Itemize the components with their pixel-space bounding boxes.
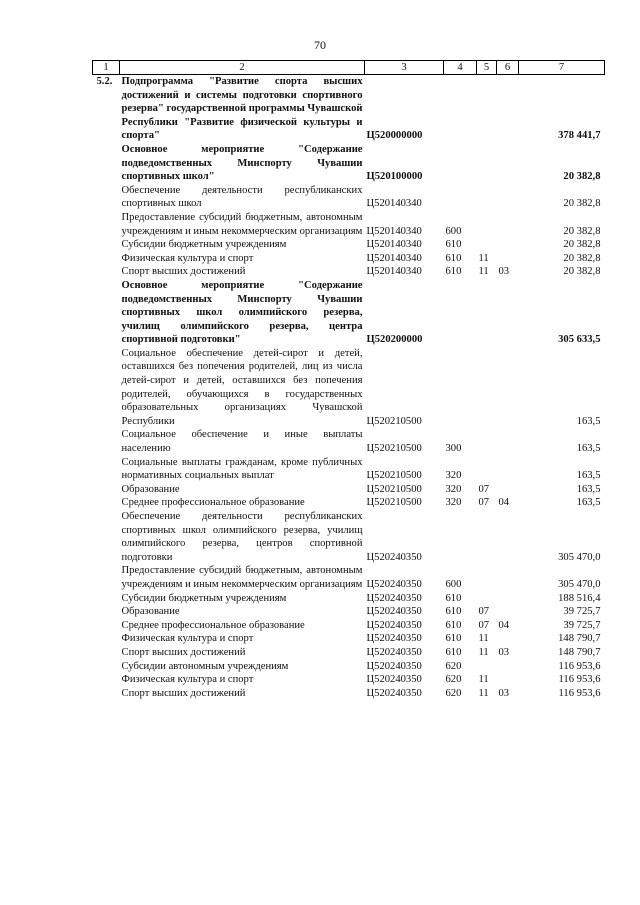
row-section: 11 [478, 252, 489, 264]
row-subsection [497, 660, 519, 674]
row-name: Субсидии бюджетным учреждениям [121, 592, 287, 604]
row-amount: 148 790,7 [558, 633, 601, 645]
row-name: Обеспечение деятельности республиканских спортивных школ [121, 184, 363, 210]
row-expense-type [444, 510, 477, 564]
row-section [477, 279, 497, 347]
table-row [93, 564, 605, 591]
row-amount: 163,5 [576, 443, 601, 455]
row-number [93, 660, 120, 674]
row-amount: 20 382,8 [563, 225, 601, 237]
row-expense-type: 610 [445, 633, 462, 645]
row-number [93, 456, 120, 483]
row-subsection [497, 279, 519, 347]
row-name: Спорт высших достижений [121, 646, 246, 658]
row-name: Образование [121, 483, 180, 495]
row-number [93, 279, 120, 347]
row-amount: 39 725,7 [563, 619, 601, 631]
row-section: 11 [478, 646, 489, 658]
row-number [93, 143, 120, 184]
row-subsection: 04 [498, 497, 510, 509]
row-expense-type: 620 [445, 674, 462, 686]
table-row [93, 143, 605, 184]
row-section: 07 [478, 606, 490, 618]
row-number: 5.2. [96, 76, 113, 87]
row-subsection: 03 [498, 646, 510, 658]
row-code: Ц520140340 [366, 252, 422, 264]
header-row [93, 61, 605, 75]
row-name: Основное мероприятие "Содержание подведомственных Минспорту Чувашии спортивных школ олимпийского резерва, училищ олимпийского резерва, центра спортивной подготовки" [121, 279, 363, 346]
row-amount: 305 470,0 [558, 551, 601, 563]
table-row [93, 252, 605, 266]
table-row [93, 510, 605, 564]
row-name: Физическая культура и спорт [121, 633, 254, 645]
table-row [93, 619, 605, 633]
table-row [93, 687, 605, 701]
row-expense-type: 300 [445, 443, 462, 455]
table-row [93, 428, 605, 455]
row-amount: 20 382,8 [563, 171, 601, 183]
row-name: Предоставление субсидий бюджетным, автономным учреждениям и иным некоммерческим организациям [121, 211, 363, 237]
row-expense-type [444, 75, 477, 143]
row-section [477, 660, 497, 674]
row-amount: 116 953,6 [558, 687, 601, 699]
row-name: Физическая культура и спорт [121, 252, 254, 264]
row-subsection [497, 592, 519, 606]
row-amount: 305 633,5 [558, 334, 601, 346]
row-code: Ц520210500 [366, 483, 422, 495]
table-header [93, 61, 605, 75]
row-expense-type: 610 [445, 266, 462, 278]
row-amount: 20 382,8 [563, 252, 601, 264]
table-row [93, 75, 605, 143]
row-name: Предоставление субсидий бюджетным, автономным учреждениям и иным некоммерческим организациям [121, 565, 363, 590]
row-number [93, 605, 120, 619]
row-code: Ц520100000 [366, 171, 423, 183]
row-subsection [497, 605, 519, 619]
row-section: 11 [478, 266, 489, 278]
row-amount: 116 953,6 [558, 674, 601, 686]
table-row [93, 347, 605, 429]
row-number [93, 564, 120, 591]
row-expense-type [444, 143, 477, 184]
row-section: 07 [478, 497, 490, 509]
row-expense-type: 320 [445, 470, 462, 482]
row-section: 07 [478, 483, 490, 495]
page-number: 70 [314, 38, 326, 52]
row-amount: 163,5 [576, 415, 601, 427]
row-name: Физическая культура и спорт [121, 674, 254, 686]
row-expense-type [444, 279, 477, 347]
row-name: Социальное обеспечение и иные выплаты населению [121, 429, 363, 455]
row-subsection [497, 564, 519, 591]
row-section [477, 564, 497, 591]
row-subsection: 03 [498, 687, 510, 699]
table-row [93, 605, 605, 619]
table-row [93, 673, 605, 687]
row-amount: 20 382,8 [563, 198, 601, 210]
row-expense-type: 610 [445, 239, 462, 251]
row-section [477, 592, 497, 606]
row-subsection [497, 252, 519, 266]
row-section [477, 428, 497, 455]
header-col-2: 2 [120, 61, 365, 75]
row-expense-type: 610 [445, 252, 462, 264]
row-subsection [497, 510, 519, 564]
row-subsection [497, 211, 519, 238]
row-number [93, 510, 120, 564]
row-amount: 305 470,0 [558, 578, 601, 590]
row-section [477, 143, 497, 184]
row-subsection [497, 428, 519, 455]
row-number [93, 619, 120, 633]
row-name: Основное мероприятие "Содержание подведомственных Минспорту Чувашии спортивных школ" [121, 143, 363, 183]
row-subsection [497, 456, 519, 483]
row-section [477, 456, 497, 483]
row-subsection: 03 [498, 266, 510, 278]
row-expense-type: 610 [445, 592, 462, 604]
row-subsection [497, 632, 519, 646]
row-code: Ц520240350 [366, 551, 422, 563]
row-expense-type: 610 [445, 606, 462, 618]
row-name: Спорт высших достижений [121, 687, 246, 699]
row-section: 11 [478, 633, 489, 645]
row-section: 11 [478, 687, 489, 699]
row-expense-type: 320 [445, 497, 462, 509]
row-code: Ц520240350 [366, 578, 422, 590]
table-row [93, 265, 605, 279]
row-expense-type [444, 184, 477, 211]
row-subsection: 04 [498, 619, 510, 631]
row-section [477, 238, 497, 252]
row-number [93, 238, 120, 252]
header-col-4: 4 [444, 61, 477, 75]
row-code: Ц520140340 [366, 266, 422, 278]
row-name: Спорт высших достижений [121, 266, 246, 278]
row-expense-type: 600 [445, 578, 462, 590]
row-name: Обеспечение деятельности республиканских спортивных школ олимпийского резерва, училищ олимпийского резерва, центров спортивной подготовки [121, 511, 363, 563]
row-code: Ц520210500 [366, 415, 422, 427]
row-name: Субсидии бюджетным учреждениям [121, 239, 287, 251]
row-code: Ц520140340 [366, 198, 422, 210]
row-section [477, 510, 497, 564]
row-expense-type: 620 [445, 687, 462, 699]
row-amount: 163,5 [576, 470, 601, 482]
header-col-6: 6 [497, 61, 519, 75]
row-amount: 39 725,7 [563, 606, 601, 618]
table-row [93, 592, 605, 606]
row-name: Образование [121, 606, 180, 618]
row-section: 11 [478, 674, 489, 686]
row-amount: 378 441,7 [558, 130, 601, 142]
row-amount: 148 790,7 [558, 646, 601, 658]
row-code: Ц520240350 [366, 619, 422, 631]
row-number [93, 347, 120, 429]
row-amount: 116 953,6 [558, 660, 601, 672]
budget-table [92, 60, 605, 700]
table-row [93, 632, 605, 646]
row-code: Ц520210500 [366, 497, 422, 509]
table-row [93, 483, 605, 497]
row-expense-type: 320 [445, 483, 462, 495]
row-expense-type: 620 [445, 660, 462, 672]
row-amount: 163,5 [576, 483, 601, 495]
row-subsection [497, 238, 519, 252]
table-body [93, 75, 605, 701]
row-code: Ц520240350 [366, 674, 422, 686]
row-code: Ц520240350 [366, 646, 422, 658]
row-expense-type [444, 347, 477, 429]
row-code: Ц520240350 [366, 660, 422, 672]
row-amount: 163,5 [576, 497, 601, 509]
row-number [93, 265, 120, 279]
row-code: Ц520000000 [366, 130, 423, 142]
row-section [477, 347, 497, 429]
table-row [93, 496, 605, 510]
row-subsection [497, 184, 519, 211]
row-code: Ц520210500 [366, 470, 422, 482]
row-amount: 20 382,8 [563, 239, 601, 251]
header-col-1: 1 [93, 61, 120, 75]
row-section [477, 211, 497, 238]
table-row [93, 456, 605, 483]
row-name: Подпрограмма "Развитие спорта высших достижений и системы подготовки спортивного резерва" государственной программы Чувашской Республики "Развитие физической культуры и спорта" [121, 76, 363, 142]
row-number [93, 687, 120, 701]
table-row [93, 660, 605, 674]
table-row [93, 211, 605, 238]
row-code: Ц520240350 [366, 606, 422, 618]
row-number [93, 483, 120, 497]
row-code: Ц520240350 [366, 633, 422, 645]
row-code: Ц520140340 [366, 239, 422, 251]
row-subsection [497, 143, 519, 184]
row-code: Ц520210500 [366, 443, 422, 455]
row-number [93, 252, 120, 266]
row-amount: 188 516,4 [558, 592, 601, 604]
header-col-5: 5 [477, 61, 497, 75]
row-subsection [497, 347, 519, 429]
row-expense-type: 610 [445, 646, 462, 658]
row-number [93, 632, 120, 646]
row-code: Ц520240350 [366, 592, 422, 604]
table-row [93, 279, 605, 347]
row-code: Ц520140340 [366, 225, 422, 237]
row-number [93, 428, 120, 455]
row-number [93, 184, 120, 211]
row-number [93, 496, 120, 510]
row-name: Социальные выплаты гражданам, кроме публичных нормативных социальных выплат [121, 456, 363, 482]
row-expense-type: 610 [445, 619, 462, 631]
row-name: Среднее профессиональное образование [121, 497, 305, 509]
header-col-7: 7 [519, 61, 605, 75]
row-name: Субсидии автономным учреждениям [121, 660, 289, 672]
row-name: Среднее профессиональное образование [121, 619, 305, 631]
table-row [93, 184, 605, 211]
row-number [93, 592, 120, 606]
row-amount: 20 382,8 [563, 266, 601, 278]
row-expense-type: 600 [445, 225, 462, 237]
row-subsection [497, 75, 519, 143]
row-code: Ц520200000 [366, 334, 423, 346]
row-number [93, 646, 120, 660]
row-number [93, 211, 120, 238]
row-name: Социальное обеспечение детей-сирот и детей, оставшихся без попечения родителей, лиц из числа детей-сирот и детей, оставшихся без попечения родителей, обучающихся в государственных образовательных организациях Чувашской Республики [121, 347, 363, 427]
row-subsection [497, 483, 519, 497]
table-row [93, 238, 605, 252]
header-col-3: 3 [365, 61, 444, 75]
row-section [477, 75, 497, 143]
row-section [477, 184, 497, 211]
row-code: Ц520240350 [366, 687, 422, 699]
row-number [93, 673, 120, 687]
row-section: 07 [478, 619, 490, 631]
table-row [93, 646, 605, 660]
row-subsection [497, 673, 519, 687]
